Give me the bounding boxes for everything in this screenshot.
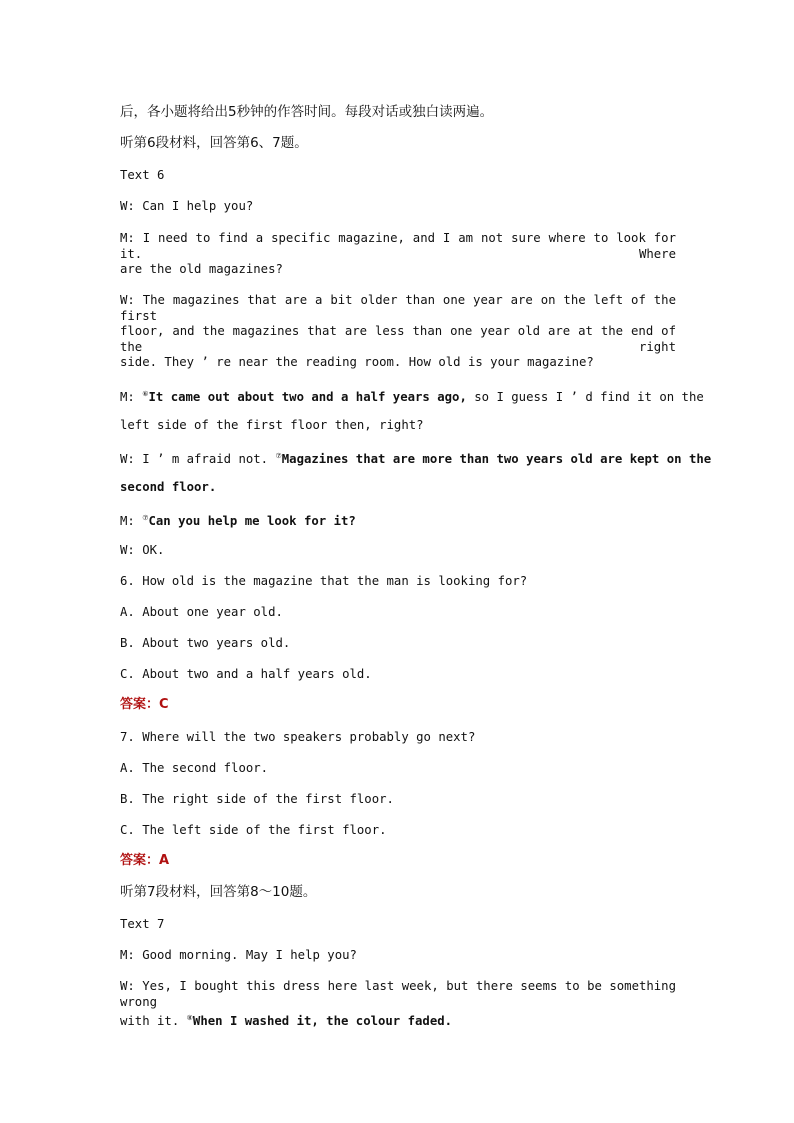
intro-line: 后，各小题将给出5秒钟的作答时间。每段对话或独白读两遍。 [120,104,494,120]
question-7: 7. Where will the two speakers probably go next? [120,730,476,744]
text-6-title: Text 6 [120,168,165,182]
highlighted-sentence: When I washed it, the colour faded. [192,1014,453,1028]
option-c: C. The left side of the first floor. [120,823,387,837]
dialogue-line: left side of the first floor then, right? [120,418,424,432]
dialogue-line [120,386,704,405]
speaker-label: M: [120,390,143,404]
dialogue-line: W: Yes, I bought this dress here last week, but there seems to be something wrong [120,979,676,1009]
note-number: ⑦ [275,452,282,460]
note-number: ⑥ [142,390,149,398]
dialogue-line [120,448,712,467]
option-a: A. About one year old. [120,605,283,619]
dialogue-line: W: OK. [120,543,165,557]
dialogue-line: M: Good morning. May I help you? [120,948,357,962]
highlighted-sentence: Magazines that are more than two years old are kept on the [281,452,712,466]
dialogue-line [120,1010,676,1029]
option-a: A. The second floor. [120,761,269,775]
answer-6: 答案：C [120,697,169,712]
answer-7: 答案：A [120,853,170,868]
dialogue-line: W: Can I help you? [120,199,254,213]
text-7-title: Text 7 [120,917,165,931]
option-b: B. About two years old. [120,636,291,650]
dialogue-text: so I guess I ’ d find it on the [466,390,704,404]
section-heading-7: 听第7段材料，回答第8～10题。 [120,884,317,900]
question-6: 6. How old is the magazine that the man is looking for? [120,574,528,588]
highlighted-sentence: second floor. [120,480,217,494]
section-heading-6: 听第6段材料，回答第6、7题。 [120,135,308,151]
option-c: C. About two and a half years old. [120,667,372,681]
note-number: ⑦ [142,514,149,522]
dialogue-text: W: I ’ m afraid not. [120,452,276,466]
option-b: B. The right side of the first floor. [120,792,394,806]
dialogue-line: W: The magazines that are a bit older than one year are on the left of the first [120,293,676,323]
highlighted-sentence: Can you help me look for it? [148,514,356,528]
highlighted-sentence: It came out about two and a half years ago, [148,390,467,404]
dialogue-line [120,510,676,529]
dialogue-line: side. They ’ re near the reading room. How old is your magazine? [120,355,594,369]
speaker-label: M: [120,514,143,528]
dialogue-line: M: I need to find a specific magazine, and I am not sure where to look for it. Where [120,231,676,261]
note-number: ⑧ [186,1014,193,1022]
dialogue-text: with it. [120,1014,187,1028]
dialogue-line: are the old magazines? [120,262,283,276]
dialogue-line: floor, and the magazines that are less than one year old are at the end of the right [120,324,676,354]
